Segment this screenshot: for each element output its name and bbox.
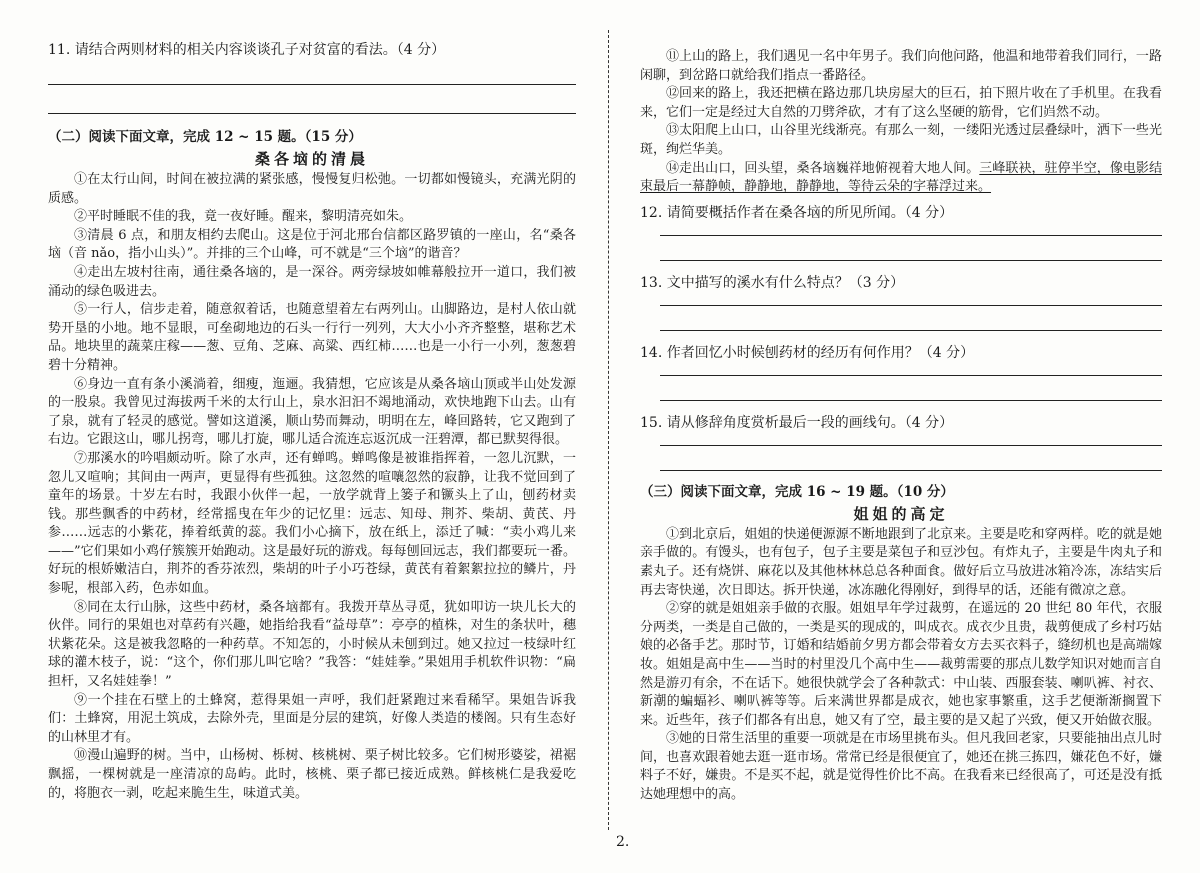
paragraph: ②穿的就是姐姐亲手做的衣服。姐姐早年学过裁剪，在遥远的 20 世纪 80 年代，衣服分两类，一类是自己做的，一类是买的现成的，叫成衣。成衣少且贵，裁剪便成了乡村巧姑娘的必备手艺。那时节，订婚和结婚前夕男方都会带着女方去买衣料子，缝纫机也是高端嫁妆。姐姐是高中生——当时的村里没几个高中生——裁剪需要的那点儿数学知识对她而言自然是游刃有余，不在话下。她很快就学会了各种款式：中山装、西服套装、喇叭裤、衬衣、新潮的蝙蝠衫、喇叭裤等等。后来满世界都是成衣，她也家事繁重，这手艺便渐渐搁置下来。近些年，孩子们都各有出息，她又有了空，最主要的是又起了兴致，便又开始做衣服。 <box>640 601 1162 728</box>
left-column <box>48 40 576 803</box>
underlined-sentence: 三峰联袂，驻停半空，像电影结束最后一幕静帧，静静地，静静地，等待云朵的字幕浮过来。 <box>640 160 1162 195</box>
page-number: 2. <box>616 834 630 850</box>
answer-line[interactable] <box>660 223 1162 236</box>
answer-line[interactable] <box>660 433 1162 446</box>
answer-line[interactable] <box>660 458 1162 471</box>
paragraph: ⑩漫山遍野的树。当中，山杨树、栎树、核桃树、栗子树比较多。它们树形婆娑，裙裾飘摇，一棵树就是一座清凉的岛屿。此时，核桃、栗子都已接近成熟。鲜核桃仁是我爱吃的，将胞衣一剥，吃起来脆生生，味道式美。 <box>48 748 576 801</box>
answer-line[interactable] <box>660 293 1162 306</box>
paragraph: ⑧同在太行山脉，这些中药材，桑各垴都有。我拨开草丛寻觅，犹如叩访一块儿长大的伙伴。同行的果姐也对草药有兴趣，她指给我看“益母草”：亭亭的植株，对生的条状叶，穗状紫花朵。这是被我忽略的一种药草。不知怎的，小时候从未刨到过。她又拉过一枝绿叶红球的灌木枝子，说：“这个，你们那儿叫它啥？”我答：“娃娃拳。”果姐用手机软件识物：“扁担杆，又名娃娃拳！” <box>48 599 576 690</box>
paragraph-14 <box>640 160 1162 197</box>
answer-line[interactable] <box>660 363 1162 376</box>
section-3-heading: （三）阅读下面文章，完成 16 ~ 19 题。（10 分） <box>640 483 954 500</box>
paragraph: ③她的日常生活里的重要一项就是在市场里挑布头。但凡我回老家，只要能抽出点儿时间，也喜欢跟着她去逛一逛市场。常常已经是很便宜了，她还在挑三拣四，嫌花色不好，嫌料子不好，嫌贵。不是买不起，就是觉得性价比不高。在我看来已经很高了，可还是没有抵达她理想中的高。 <box>640 731 1162 803</box>
paragraph: ⑤一行人，信步走着，随意叙着话，也随意望着左右两列山。山脚路边，是村人依山就势开垦的小地。地不显眼，可垒砌地边的石头一行行一列列，大大小小齐齐整整，堪称艺术品。地块里的蔬菜庄稼——葱、豆角、芝麻、高粱、西红柿……也是一小行一小列，葱葱碧碧十分精神。 <box>48 302 576 373</box>
question-13: 13. 文中描写的溪水有什么特点？（3 分） <box>640 274 905 291</box>
answer-line[interactable] <box>48 70 576 85</box>
question-14: 14. 作者回忆小时候刨药材的经历有何作用？（4 分） <box>640 344 975 361</box>
paragraph: ①在太行山间，时间在被拉满的紧张感，慢慢复归松弛。一切都如慢镜头，充满光阴的质感。 <box>48 172 576 206</box>
right-column <box>640 48 1162 805</box>
paragraph: ⑪上山的路上，我们遇见一名中年男子。我们向他问路，他温和地带着我们同行，一路闲聊，到岔路口就给我们指点一番路径。 <box>640 49 1162 83</box>
paragraph: ④走出左坡村往南，通往桑各垴的，是一深谷。两旁绿坡如帷幕般拉开一道口，我们被涌动的绿色吸进去。 <box>48 264 576 299</box>
question-15: 15. 请从修辞角度赏析最后一段的画线句。（4 分） <box>640 414 954 431</box>
paragraph: ①到北京后，姐姐的快递便源源不断地跟到了北京来。主要是吃和穿两样。吃的就是她亲手做的。有馒头，也有包子，包子主要是菜包子和豆沙包。有炸丸子，主要是牛肉丸子和素丸子。还有烧饼、麻花以及其他林林总总各种面食。做好后立马放进冰箱冷冻，冻结实后再去寄快递，次日即达。拆开快递，冰冻融化得刚好，到得早的话，还能有微凉之意。 <box>640 526 1162 598</box>
question-11: 11. 请结合两则材料的相关内容谈谈孔子对贫富的看法。（4 分） <box>48 42 446 58</box>
article-title: 桑各垴的清晨 <box>254 150 369 168</box>
paragraph: ⑦那溪水的吟唱颇动听。除了水声，还有蝉鸣。蝉鸣像是被谁指挥着，一忽儿沉默，一忽儿又喧响；其间由一两声，更显得有些孤独。这忽然的喧嚷忽然的寂静，让我不觉回到了童年的场景。十岁左右时，我跟小伙伴一起，一放学就背上篓子和镢头上了山，刨药材卖钱。那些飘香的中药材，经常摇曳在年少的记忆里：远志、知母、荆芥、柴胡、黄芪、丹参……远志的小紫花，捧着纸黄的蕊。我们小心摘下，放在纸上，添迁了喊：“卖小鸡儿来——”它们果如小鸡仔簇簇开始跑动。这是最好玩的游戏。每每刨回远志，我们都要玩一番。好玩的根娇嫩洁白，荆芥的香芬浓烈，柴胡的叶子小巧苍绿，黄芪有着絮絮拉拉的鳞片，丹参呢，根部入药，色赤如血。 <box>48 450 576 597</box>
answer-line[interactable] <box>48 99 576 114</box>
paragraph: ⑨一个挂在石壁上的土蜂窝，惹得果姐一声呼，我们赶紧跑过来看稀罕。果姐告诉我们：土蜂窝，用泥土筑成，去除外壳，里面是分层的建筑，好像人类造的楼阁。只有生态好的山林里才有。 <box>48 692 576 745</box>
answer-line[interactable] <box>660 388 1162 401</box>
answer-line[interactable] <box>660 248 1162 261</box>
paragraph-text: ⑭走出山口，回头望，桑各垴巍祥地俯视着大地人间。 <box>666 160 980 176</box>
section-2-heading: （二）阅读下面文章，完成 12 ~ 15 题。（15 分） <box>48 129 362 145</box>
paragraph: ⑬太阳爬上山口，山谷里光线渐亮。有那么一刻，一缕阳光透过层叠绿叶，洒下一些光斑，绚烂华美。 <box>640 123 1162 157</box>
answer-line[interactable] <box>660 318 1162 331</box>
paragraph: ⑫回来的路上，我还把横在路边那几块房屋大的巨石，拍下照片收在了手机里。在我看来，它们一定是经过大自然的刀劈斧砍，才有了这么坚硬的筋骨，它们岿然不动。 <box>640 86 1162 120</box>
question-12: 12. 请简要概括作者在桑各垴的所见所闻。（4 分） <box>640 204 954 221</box>
paragraph: ⑥身边一直有条小溪淌着，细瘦，迤逦。我猜想，它应该是从桑各垴山顶或半山处发源的一股泉。我曾见过海拔两千米的太行山上，泉水汩汩不竭地涌动，欢快地跑下山去。山有了泉，就有了轻灵的感觉。譬如这道溪，顺山势而舞动，明明在左，峰回路转，它又跑到了右边。它跟这山，哪儿拐弯，哪儿打旋，哪儿适合流连忘返沉成一汪碧潭，都已默契得很。 <box>48 376 576 448</box>
paragraph: ③清晨 6 点，和朋友相约去爬山。这是位于河北邢台信都区路罗镇的一座山，名“桑各垴（音 nǎo，指小山头）”。并排的三个山峰，可不就是“三个垴”的谐音？ <box>48 227 576 262</box>
article-title: 姐姐的高定 <box>853 504 949 523</box>
paragraph: ②平时睡眠不佳的我，竟一夜好睡。醒来，黎明清亮如朱。 <box>74 209 413 225</box>
column-divider <box>608 30 609 830</box>
